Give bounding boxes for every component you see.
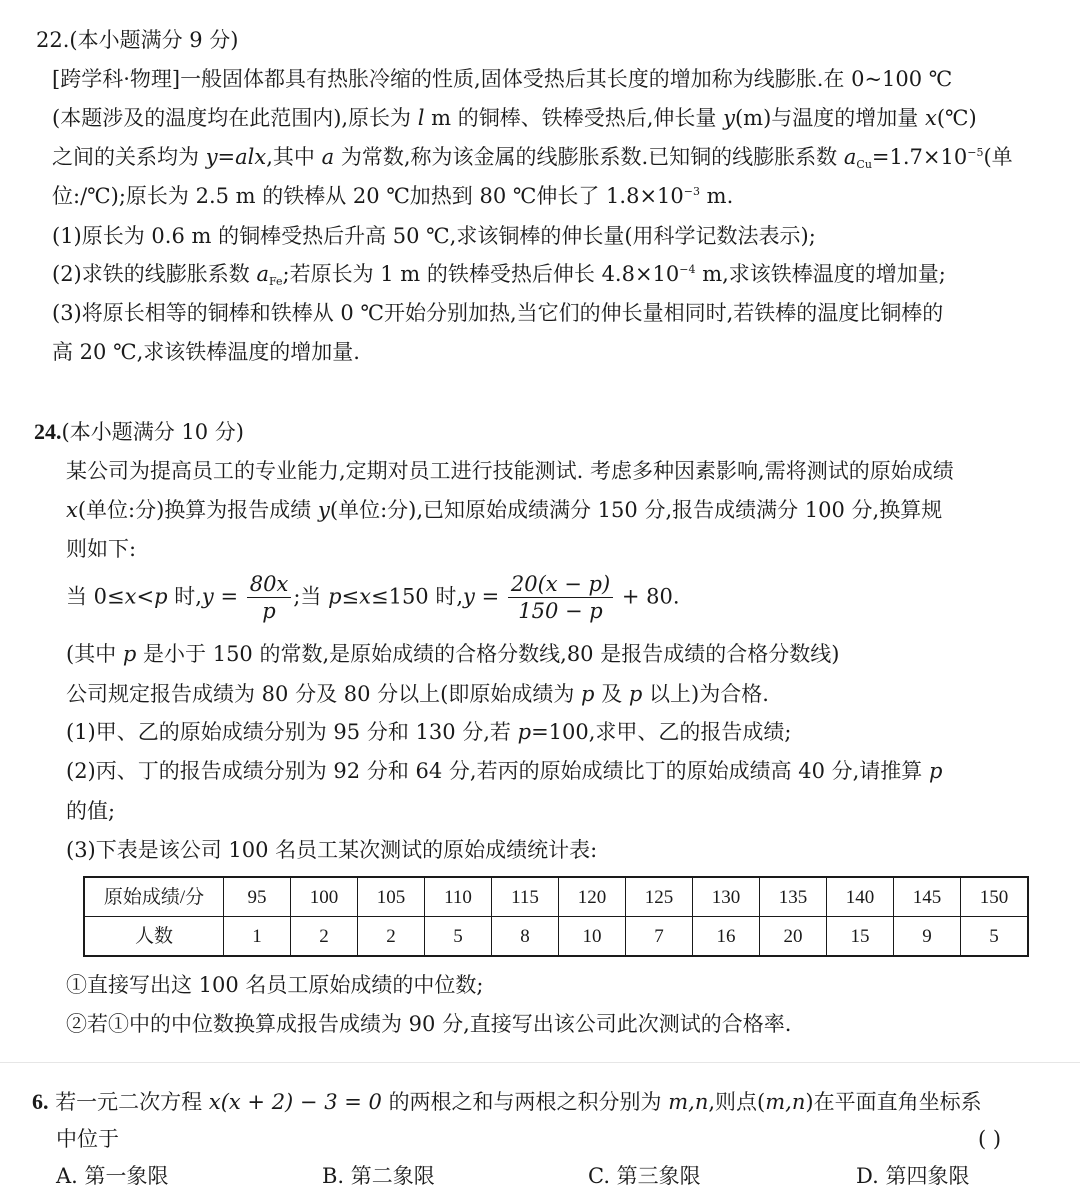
- table-cell: 105: [358, 877, 425, 917]
- table-cell: 5: [425, 917, 492, 957]
- table-cell: 120: [559, 877, 626, 917]
- q22-line3: 之间的关系均为 y=alx,其中 a 为常数,称为该金属的线膨胀系数.已知铜的线膨胀系数 $a_{Cu}=1.7\times 10^{-5}$(单: [52, 145, 1013, 171]
- table-cell: 2: [291, 917, 358, 957]
- q24-para-line3: 则如下:: [66, 537, 137, 561]
- table-cell: 110: [425, 877, 492, 917]
- answer-blank: ( ): [978, 1127, 1002, 1151]
- q24-sub1: (1)甲、乙的原始成绩分别为 95 分和 130 分,若 p=100,求甲、乙的报告成绩;: [66, 720, 792, 744]
- q6-line2: 中位于: [56, 1127, 119, 1151]
- table-row: [84, 877, 1028, 917]
- q22-line2: (本题涉及的温度均在此范围内),原长为 l m 的铜棒、铁棒受热后,伸长量 y(m)与温度的增加量 x(℃): [52, 106, 977, 130]
- q24-sub2-line2: 的值;: [66, 799, 116, 823]
- q24-para-line1: 某公司为提高员工的专业能力,定期对员工进行技能测试. 考虑多种因素影响,需将测试的原始成绩: [66, 459, 954, 483]
- score-table: [83, 876, 1029, 957]
- table-cell: 100: [291, 877, 358, 917]
- table-cell: 125: [626, 877, 693, 917]
- row-header-count: 人数: [84, 917, 224, 957]
- q24-number: 24.: [34, 419, 62, 444]
- q24-header: 24.(本小题满分 10 分): [34, 419, 244, 444]
- q24-para-line2: x(单位:分)换算为报告成绩 y(单位:分),已知原始成绩满分 150 分,报告成绩满分 100 分,换算规: [66, 498, 943, 522]
- q22-line1: [跨学科·物理]一般固体都具有热胀冷缩的性质,固体受热后其长度的增加称为线膨胀.在 0~100 ℃: [52, 67, 953, 91]
- fraction-2: $\frac{20(x - p)}{150 - p}$: [508, 574, 613, 622]
- table-cell: 10: [559, 917, 626, 957]
- q22-header: 22.(本小题满分 9 分): [36, 28, 239, 52]
- table-cell: 145: [894, 877, 961, 917]
- option-a: A. 第一象限: [56, 1164, 169, 1188]
- option-d: D. 第四象限: [856, 1164, 970, 1188]
- q22-sub3-line2: 高 20 ℃,求该铁棒温度的增加量.: [52, 340, 360, 364]
- q24-rule: 公司规定报告成绩为 80 分及 80 分以上(即原始成绩为 p 及 p 以上)为合格.: [66, 682, 769, 706]
- table-cell: 150: [961, 877, 1029, 917]
- table-cell: 20: [760, 917, 827, 957]
- q24-sub2-line1: (2)丙、丁的报告成绩分别为 92 分和 64 分,若丙的原始成绩比丁的原始成绩高 40 分,请推算 p: [66, 759, 943, 783]
- table-cell: 135: [760, 877, 827, 917]
- table-row: [84, 917, 1028, 957]
- q24-circle2: ②若①中的中位数换算成报告成绩为 90 分,直接写出该公司此次测试的合格率.: [66, 1012, 792, 1036]
- option-b: B. 第二象限: [322, 1164, 435, 1188]
- divider: [0, 1062, 1080, 1063]
- q6-line1: 6. 若一元二次方程 x(x + 2) − 3 = 0 的两根之和与两根之积分别为 m,n,则点(m,n)在平面直角坐标系: [32, 1089, 982, 1114]
- table-cell: 8: [492, 917, 559, 957]
- row-header-score: 原始成绩/分: [84, 877, 224, 917]
- q22-sub1: (1)原长为 0.6 m 的铜棒受热后升高 50 ℃,求该铜棒的伸长量(用科学记数法表示);: [52, 224, 816, 248]
- table-cell: 140: [827, 877, 894, 917]
- table-cell: 16: [693, 917, 760, 957]
- q22-sub2: (2)求铁的线膨胀系数 $a_{Fe}$;若原长为 1 m 的铁棒受热后伸长 $4.8\times 10^{-4}$ m,求该铁棒温度的增加量;: [52, 262, 946, 288]
- table-cell: 15: [827, 917, 894, 957]
- table-cell: 7: [626, 917, 693, 957]
- table-cell: 130: [693, 877, 760, 917]
- option-c: C. 第三象限: [588, 1164, 701, 1188]
- table-cell: 115: [492, 877, 559, 917]
- q22-sub3-line1: (3)将原长相等的铜棒和铁棒从 0 ℃开始分别加热,当它们的伸长量相同时,若铁棒的温度比铜棒的: [52, 301, 944, 325]
- q24-formula: 当 0≤x<p 时,y = $\frac{80x}{p}$ ;当 p≤x≤150 时,y = $\frac{20(x - p)}{150 - p}$ + 80.: [66, 572, 680, 623]
- table-cell: 2: [358, 917, 425, 957]
- q24-circle1: ①直接写出这 100 名员工原始成绩的中位数;: [66, 973, 484, 997]
- q24-note: (其中 p 是小于 150 的常数,是原始成绩的合格分数线,80 是报告成绩的合格分数线): [66, 642, 840, 666]
- table-cell: 9: [894, 917, 961, 957]
- table-cell: 1: [224, 917, 291, 957]
- q24-sub3: (3)下表是该公司 100 名员工某次测试的原始成绩统计表:: [66, 838, 598, 862]
- q6-number: 6.: [32, 1089, 49, 1114]
- q22-line4: 位:/℃);原长为 2.5 m 的铁棒从 20 ℃加热到 80 ℃伸长了 $1.8\times 10^{-3}$ m.: [52, 184, 734, 208]
- table-cell: 95: [224, 877, 291, 917]
- table-cell: 5: [961, 917, 1029, 957]
- fraction-1: $\frac{80x}{p}$: [247, 574, 292, 622]
- q22-tag: [跨学科·物理]: [52, 67, 181, 91]
